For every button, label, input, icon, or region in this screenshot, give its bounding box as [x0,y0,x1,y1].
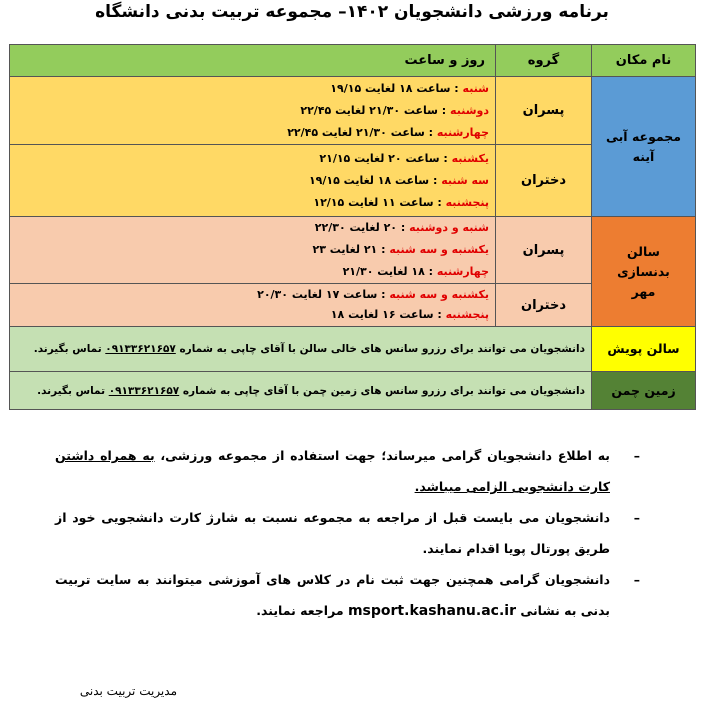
time-line: چهارشنبه : ۱۸ لغایت ۲۱/۳۰ [342,265,489,278]
group-cell: پسران [496,77,592,145]
location-hall: سالن پویش [592,327,696,372]
time-line: دوشنبه : ساعت ۲۱/۳۰ لغایت ۲۲/۴۵ [300,103,489,117]
location-aquatic [592,77,696,217]
location-gym [592,217,696,327]
time-line: شنبه و دوشنبه : ۲۰ لغایت ۲۲/۳۰ [314,221,489,234]
website-link[interactable]: msport.kashanu.ac.ir [347,603,516,619]
header-group: گروه [496,45,592,77]
header-row [10,45,696,77]
notes-list [55,440,640,627]
bullet-dash: – [633,510,640,525]
reservation-note: دانشجویان می توانند برای رزرو سانس های زمین چمن با آقای چاپی به شماره ۰۹۱۳۳۶۲۱۶۵۷ تماس بگیرند. [10,372,592,410]
group-cell: دختران [496,145,592,217]
time-cell [10,284,496,327]
time-line: شنبه : ساعت ۱۸ لغایت ۱۹/۱۵ [330,81,489,95]
reservation-note: دانشجویان می توانند برای رزرو سانس های خالی سالن با آقای چاپی به شماره ۰۹۱۳۳۶۲۱۶۵۷ تماس بگیرند. [10,327,592,372]
list-item: – دانشجویان گرامی همچنین جهت ثبت نام در کلاس های آموزشی میتوانند به سایت تربیت بدنی به نشانی msport.kashanu.ac.ir مراجعه نمایند. [55,564,640,627]
signature: مدیریت تربیت بدنی [79,684,177,698]
table-row [10,327,696,372]
time-line: یکشنبه : ساعت ۲۰ لغایت ۲۱/۱۵ [319,151,489,165]
list-item: – به اطلاع دانشجویان گرامی میرساند؛ جهت استفاده از مجموعه ورزشی، به همراه داشتن کارت دانشجویی الزامی میباشد. [55,440,640,502]
table-row [10,77,696,145]
table-row [10,217,696,284]
schedule-table [9,44,696,410]
bullet-dash: – [633,572,640,587]
bullet-dash: – [633,448,640,463]
list-item: – دانشجویان می بایست قبل از مراجعه به مجموعه نسبت به شارژ کارت دانشجویی خود از طریق پورتال پویا اقدام نمایند. [55,502,640,564]
page-title: برنامه ورزشی دانشجویان ۱۴۰۲– مجموعه تربیت بدنی دانشگاه [95,2,609,22]
time-line: یکشنبه و سه شنبه : ساعت ۱۷ لغایت ۲۰/۳۰ [257,288,489,301]
time-line: پنجشنبه : ساعت ۱۱ لغایت ۱۲/۱۵ [313,195,489,209]
phone-number: ۰۹۱۳۳۶۲۱۶۵۷ [105,343,176,355]
location-field: زمین چمن [592,372,696,410]
time-line: یکشنبه و سه شنبه : ۲۱ لغایت ۲۳ [312,243,489,256]
header-location: نام مکان [592,45,696,77]
header-time: روز و ساعت [10,45,496,77]
group-cell: دختران [496,284,592,327]
time-cell [10,145,496,217]
time-cell [10,77,496,145]
location-name: مجموعه آبی آینه [605,128,682,164]
time-line: پنجشنبه : ساعت ۱۶ لغایت ۱۸ [330,308,489,321]
group-cell: پسران [496,217,592,284]
time-cell [10,217,496,284]
phone-number: ۰۹۱۳۳۶۲۱۶۵۷ [108,384,180,397]
time-line: سه شنبه : ساعت ۱۸ لغایت ۱۹/۱۵ [308,173,489,187]
location-name: سالن بدنسازی مهر [617,243,670,299]
table-row [10,372,696,410]
time-line: چهارشنبه : ساعت ۲۱/۳۰ لغایت ۲۲/۴۵ [287,125,489,139]
